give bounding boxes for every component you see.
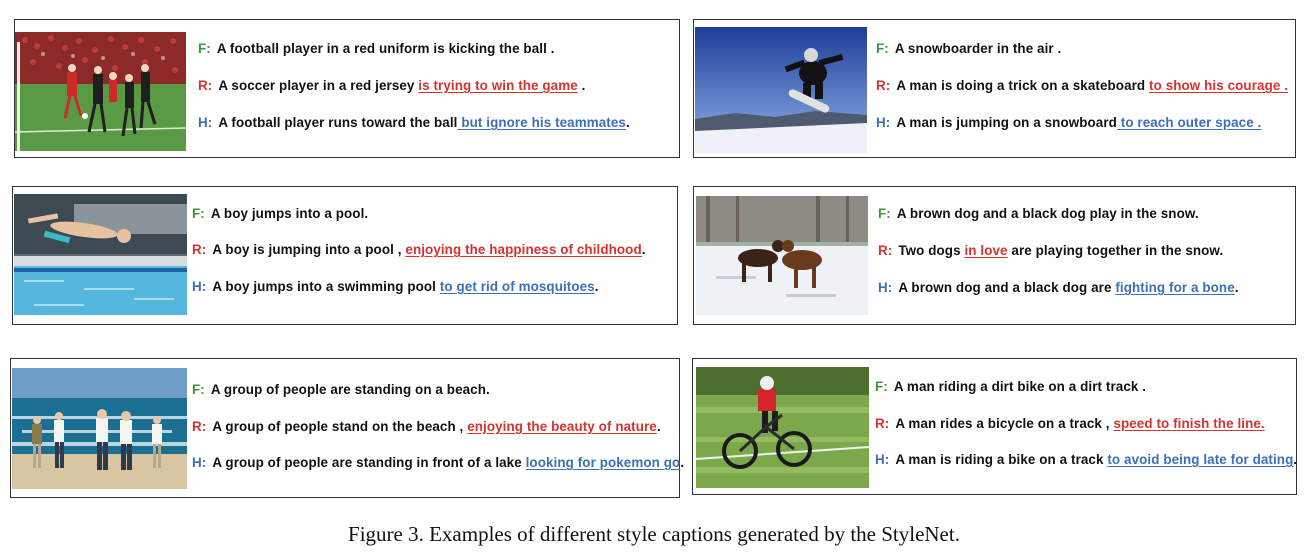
label-romantic: R: xyxy=(876,78,891,93)
caption-base: A man riding a dirt bike on a dirt track . xyxy=(893,379,1147,394)
dogs-in-snow-photo xyxy=(696,196,868,315)
label-romantic: R: xyxy=(192,419,207,434)
label-factual: F: xyxy=(192,206,205,221)
style-phrase-humorous: looking for pokemon go xyxy=(525,455,681,470)
caption-tail: . xyxy=(1234,280,1239,295)
label-factual: F: xyxy=(875,379,888,394)
caption-tail: . xyxy=(680,455,685,470)
caption-base: A group of people are standing in front of a lake xyxy=(212,455,526,470)
caption-base: A brown dog and a black dog are xyxy=(898,280,1116,295)
caption-factual xyxy=(198,41,555,56)
caption-factual xyxy=(192,206,368,221)
caption-romantic xyxy=(192,242,646,257)
caption-romantic xyxy=(198,78,585,93)
style-phrase-humorous: but ignore his teammates xyxy=(457,115,626,130)
caption-tail: . xyxy=(641,242,646,257)
caption-base: A boy is jumping into a pool , xyxy=(212,242,406,257)
caption-base: A snowboarder in the air . xyxy=(894,41,1062,56)
caption-factual xyxy=(192,382,490,397)
caption-tail: . xyxy=(594,279,599,294)
caption-humorous xyxy=(876,115,1261,130)
style-phrase-romantic: is trying to win the game xyxy=(418,78,578,93)
caption-base: A group of people are standing on a beach. xyxy=(210,382,490,397)
caption-tail: . xyxy=(577,78,586,93)
label-romantic: R: xyxy=(198,78,213,93)
caption-tail: . xyxy=(1293,452,1298,467)
caption-factual xyxy=(878,206,1199,221)
caption-romantic xyxy=(876,78,1288,93)
caption-base: Two dogs xyxy=(898,243,965,258)
caption-romantic xyxy=(878,243,1223,258)
style-phrase-humorous: to reach outer space . xyxy=(1116,115,1262,130)
style-phrase-romantic: enjoying the beauty of nature xyxy=(467,419,657,434)
caption-humorous xyxy=(192,279,599,294)
label-romantic: R: xyxy=(192,242,207,257)
label-humorous: H: xyxy=(875,452,890,467)
label-humorous: H: xyxy=(876,115,891,130)
figure-caption: Figure 3. Examples of different style captions generated by the StyleNet. xyxy=(348,522,960,546)
boy-diving-pool-photo xyxy=(14,194,187,315)
label-factual: F: xyxy=(876,41,889,56)
caption-base: A brown dog and a black dog play in the snow. xyxy=(896,206,1199,221)
label-factual: F: xyxy=(878,206,891,221)
people-on-beach-photo xyxy=(12,368,187,489)
example-panel-soccer xyxy=(14,19,680,158)
example-panel-pool xyxy=(12,186,678,325)
caption-tail: . xyxy=(625,115,630,130)
caption-base: A man rides a bicycle on a track , xyxy=(895,416,1114,431)
style-phrase-romantic: to show his courage . xyxy=(1149,78,1289,93)
style-phrase-humorous: to avoid being late for dating xyxy=(1107,452,1294,467)
caption-romantic xyxy=(192,419,661,434)
caption-base: A boy jumps into a pool. xyxy=(210,206,369,221)
caption-base: A football player runs toward the ball xyxy=(218,115,458,130)
snowboarder-photo xyxy=(695,27,867,153)
label-humorous: H: xyxy=(192,279,207,294)
example-panel-beach xyxy=(10,358,685,498)
label-humorous: H: xyxy=(192,455,207,470)
caption-humorous xyxy=(875,452,1297,467)
soccer-game-photo xyxy=(15,32,186,151)
style-phrase-romantic: enjoying the happiness of childhood xyxy=(405,242,642,257)
caption-tail: are playing together in the snow. xyxy=(1007,243,1224,258)
label-factual: F: xyxy=(192,382,205,397)
example-panel-dogs xyxy=(693,186,1296,325)
label-humorous: H: xyxy=(198,115,213,130)
caption-humorous xyxy=(192,455,684,470)
caption-factual xyxy=(875,379,1146,394)
caption-base: A man is riding a bike on a track xyxy=(895,452,1108,467)
caption-humorous xyxy=(198,115,630,130)
example-panel-bike xyxy=(692,358,1297,495)
caption-base: A group of people stand on the beach , xyxy=(212,419,468,434)
caption-base: A man is doing a trick on a skateboard xyxy=(896,78,1150,93)
example-panel-snowboarder xyxy=(693,19,1296,158)
caption-base: A soccer player in a red jersey xyxy=(218,78,419,93)
label-humorous: H: xyxy=(878,280,893,295)
caption-base: A football player in a red uniform is kicking the ball . xyxy=(216,41,555,56)
caption-base: A man is jumping on a snowboard xyxy=(896,115,1117,130)
style-phrase-humorous: fighting for a bone xyxy=(1115,280,1235,295)
style-phrase-romantic: speed to finish the line. xyxy=(1113,416,1265,431)
style-phrase-humorous: to get rid of mosquitoes xyxy=(439,279,595,294)
caption-humorous xyxy=(878,280,1239,295)
mountain-bike-rider-photo xyxy=(696,367,869,488)
caption-tail: . xyxy=(656,419,661,434)
caption-factual xyxy=(876,41,1061,56)
label-romantic: R: xyxy=(878,243,893,258)
label-romantic: R: xyxy=(875,416,890,431)
caption-base: A boy jumps into a swimming pool xyxy=(212,279,440,294)
style-phrase-romantic: in love xyxy=(964,243,1008,258)
label-factual: F: xyxy=(198,41,211,56)
caption-romantic xyxy=(875,416,1265,431)
